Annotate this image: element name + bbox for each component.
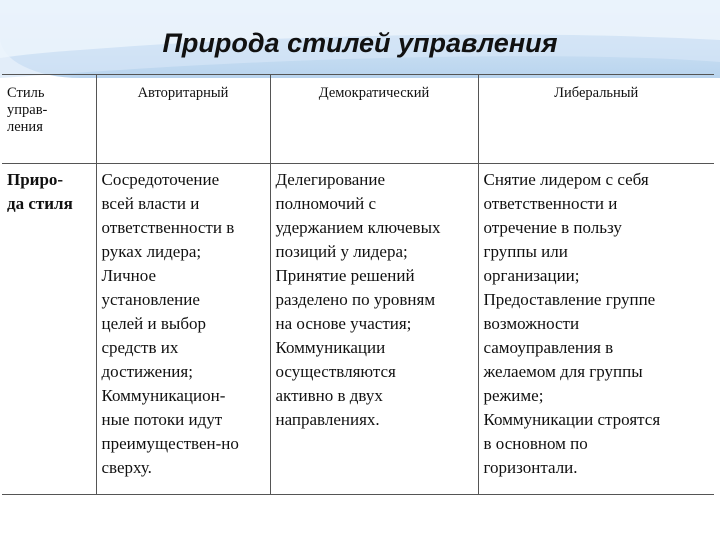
cell-line: Личное bbox=[101, 266, 157, 285]
header-line: ления bbox=[7, 119, 43, 135]
cell-line: направлениях. bbox=[275, 410, 380, 429]
header-liberal bbox=[478, 75, 714, 164]
cell-line: преимуществен-но bbox=[101, 434, 239, 453]
cell-liberal bbox=[478, 164, 714, 495]
cell-line: средств их bbox=[101, 338, 179, 357]
cell-line: Предоставление группе bbox=[483, 290, 656, 309]
header-line: управ- bbox=[7, 102, 48, 118]
cell-line: Делегирование bbox=[275, 170, 386, 189]
cell-line: на основе участия; bbox=[275, 314, 412, 333]
header-line: Демократический bbox=[318, 85, 430, 101]
cell-line: позиций у лидера; bbox=[275, 242, 408, 261]
table-row bbox=[2, 164, 714, 495]
cell-line: организации; bbox=[483, 266, 580, 285]
cell-line: целей и выбор bbox=[101, 314, 206, 333]
cell-line: Принятие решений bbox=[275, 266, 415, 285]
cell-line: Снятие лидером с себя bbox=[483, 170, 649, 189]
cell-line: в основном по bbox=[483, 434, 588, 453]
management-styles-table bbox=[2, 74, 714, 495]
cell-line: Коммуникации bbox=[275, 338, 386, 357]
cell-line: желаемом для группы bbox=[483, 362, 643, 381]
header-line: Авторитарный bbox=[137, 85, 229, 101]
cell-line: возможности bbox=[483, 314, 580, 333]
cell-line: ные потоки идут bbox=[101, 410, 223, 429]
cell-line: Коммуникации строятся bbox=[483, 410, 661, 429]
slide-title: Природа стилей управления bbox=[162, 28, 558, 58]
cell-line: группы или bbox=[483, 242, 568, 261]
cell-line: горизонтали. bbox=[483, 458, 578, 477]
cell-line: всей власти и bbox=[101, 194, 200, 213]
row-label bbox=[2, 164, 96, 495]
header-authoritarian bbox=[96, 75, 270, 164]
header-row bbox=[2, 75, 714, 164]
cell-line: да стиля bbox=[7, 194, 73, 213]
cell-line: сверху. bbox=[101, 458, 152, 477]
cell-line: режиме; bbox=[483, 386, 544, 405]
cell-line: полномочий с bbox=[275, 194, 376, 213]
cell-line: Сосредоточение bbox=[101, 170, 220, 189]
cell-line: установление bbox=[101, 290, 200, 309]
cell-line: ответственности и bbox=[483, 194, 618, 213]
cell-line: активно в двух bbox=[275, 386, 383, 405]
header-line: Либеральный bbox=[554, 85, 639, 101]
cell-line: достижения; bbox=[101, 362, 193, 381]
cell-line: ответственности в bbox=[101, 218, 235, 237]
cell-line: отречение в пользу bbox=[483, 218, 622, 237]
header-line: Стиль bbox=[7, 85, 45, 101]
cell-line: удержанием ключевых bbox=[275, 218, 441, 237]
header-style-label bbox=[2, 75, 96, 164]
cell-line: разделено по уровням bbox=[275, 290, 436, 309]
cell-line: Коммуникацион- bbox=[101, 386, 226, 405]
cell-line: руках лидера; bbox=[101, 242, 202, 261]
cell-line: осуществляются bbox=[275, 362, 396, 381]
cell-line: самоуправления в bbox=[483, 338, 614, 357]
cell-democratic bbox=[270, 164, 478, 495]
header-democratic bbox=[270, 75, 478, 164]
cell-line: Приро- bbox=[7, 170, 64, 189]
cell-authoritarian bbox=[96, 164, 270, 495]
